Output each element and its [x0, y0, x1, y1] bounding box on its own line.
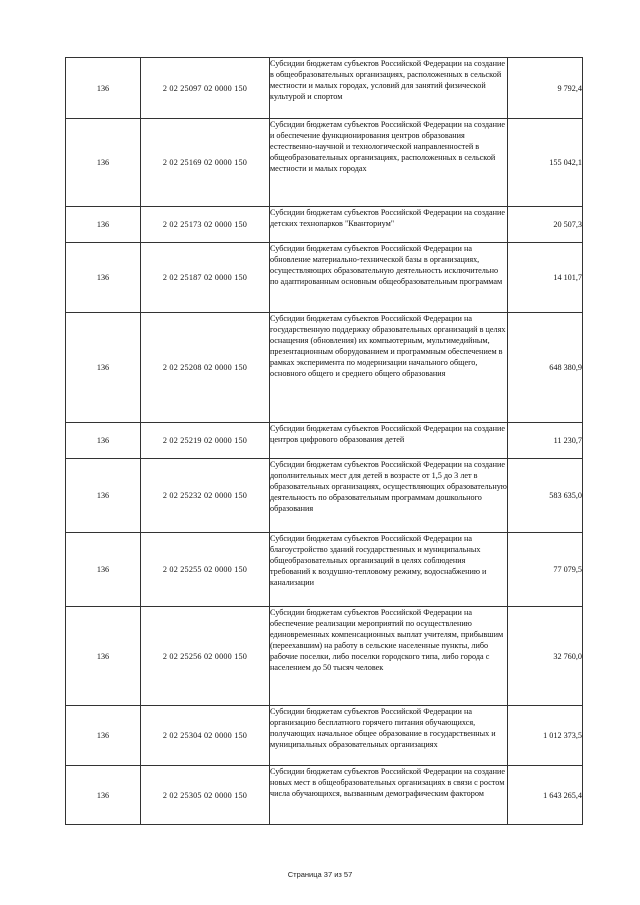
admin-code-cell: 136 [66, 58, 141, 119]
budget-classification-code-cell: 2 02 25208 02 0000 150 [141, 313, 270, 423]
income-name-cell: Субсидии бюджетам субъектов Российской Федерации на создание детских технопарков "Кванториум" [270, 207, 508, 243]
table-row [66, 119, 583, 207]
income-name-cell: Субсидии бюджетам субъектов Российской Федерации на создание и обеспечение функционирования центров образования естественно-научной и технологической направленностей в общеобразовательных организациях, расположенных в сельской местности и малых городах [270, 119, 508, 207]
income-name-cell: Субсидии бюджетам субъектов Российской Федерации на благоустройство зданий государственных и муниципальных общеобразовательных организаций в целях соблюдения требований к воздушно-тепловому режиму, водоснабжению и канализации [270, 533, 508, 607]
page-number: Страница 37 из 57 [287, 870, 353, 879]
admin-code-cell: 136 [66, 459, 141, 533]
admin-code-cell: 136 [66, 423, 141, 459]
admin-code-cell: 136 [66, 533, 141, 607]
amount-cell: 583 635,0 [508, 459, 583, 533]
income-name-cell: Субсидии бюджетам субъектов Российской Федерации на обеспечение реализации мероприятий по осуществлению единовременных компенсационных выплат учителям, прибывшим (переехавшим) на работу в сельские населенные пункты, либо рабочие поселки, либо поселки городского типа, либо города с населением до 50 тысяч человек [270, 607, 508, 706]
budget-classification-code-cell: 2 02 25219 02 0000 150 [141, 423, 270, 459]
amount-cell: 77 079,5 [508, 533, 583, 607]
amount-cell: 14 101,7 [508, 243, 583, 313]
budget-classification-code-cell: 2 02 25304 02 0000 150 [141, 706, 270, 766]
budget-classification-code-cell: 2 02 25232 02 0000 150 [141, 459, 270, 533]
income-name-cell: Субсидии бюджетам субъектов Российской Федерации на обновление материально-технической базы в организациях, осуществляющих образовательную деятельность исключительно по адаптированным основным общеобразовательным программам [270, 243, 508, 313]
admin-code-cell: 136 [66, 207, 141, 243]
income-name-cell: Субсидии бюджетам субъектов Российской Федерации на создание центров цифрового образования детей [270, 423, 508, 459]
budget-revenue-table [65, 57, 583, 825]
income-name-cell: Субсидии бюджетам субъектов Российской Федерации на создание дополнительных мест для детей в возрасте от 1,5 до 3 лет в образовательных организациях, осуществляющих образовательную деятельность по образовательным программам дошкольного образования [270, 459, 508, 533]
table-body [66, 58, 583, 825]
table-row [66, 706, 583, 766]
table-row [66, 766, 583, 825]
income-name-cell: Субсидии бюджетам субъектов Российской Федерации на создание новых мест в общеобразовательных организациях в связи с ростом числа обучающихся, вызванным демографическим фактором [270, 766, 508, 825]
income-name-cell: Субсидии бюджетам субъектов Российской Федерации на государственную поддержку образовательных организаций в целях оснащения (обновления) их компьютерным, мультимедийным, презентационным оборудованием и программным обеспечением в рамках эксперимента по модернизации начального общего, основного общего и среднего общего образования [270, 313, 508, 423]
table-row [66, 423, 583, 459]
amount-cell: 32 760,0 [508, 607, 583, 706]
amount-cell: 11 230,7 [508, 423, 583, 459]
budget-classification-code-cell: 2 02 25173 02 0000 150 [141, 207, 270, 243]
budget-classification-code-cell: 2 02 25169 02 0000 150 [141, 119, 270, 207]
amount-cell: 1 012 373,5 [508, 706, 583, 766]
admin-code-cell: 136 [66, 313, 141, 423]
table-row [66, 243, 583, 313]
table-row [66, 58, 583, 119]
amount-cell: 9 792,4 [508, 58, 583, 119]
budget-classification-code-cell: 2 02 25256 02 0000 150 [141, 607, 270, 706]
income-name-cell: Субсидии бюджетам субъектов Российской Федерации на создание в общеобразовательных организациях, расположенных в сельской местности и малых городах, условий для занятий физической культурой и спортом [270, 58, 508, 119]
table-row [66, 207, 583, 243]
admin-code-cell: 136 [66, 119, 141, 207]
admin-code-cell: 136 [66, 607, 141, 706]
admin-code-cell: 136 [66, 706, 141, 766]
budget-classification-code-cell: 2 02 25305 02 0000 150 [141, 766, 270, 825]
amount-cell: 20 507,3 [508, 207, 583, 243]
amount-cell: 648 380,9 [508, 313, 583, 423]
budget-classification-code-cell: 2 02 25097 02 0000 150 [141, 58, 270, 119]
table-row [66, 313, 583, 423]
budget-classification-code-cell: 2 02 25255 02 0000 150 [141, 533, 270, 607]
income-name-cell: Субсидии бюджетам субъектов Российской Федерации на организацию бесплатного горячего питания обучающихся, получающих начальное общее образование в государственных и муниципальных образовательных организациях [270, 706, 508, 766]
table-row [66, 607, 583, 706]
admin-code-cell: 136 [66, 766, 141, 825]
table-row [66, 459, 583, 533]
amount-cell: 1 643 265,4 [508, 766, 583, 825]
table-row [66, 533, 583, 607]
admin-code-cell: 136 [66, 243, 141, 313]
amount-cell: 155 042,1 [508, 119, 583, 207]
budget-classification-code-cell: 2 02 25187 02 0000 150 [141, 243, 270, 313]
